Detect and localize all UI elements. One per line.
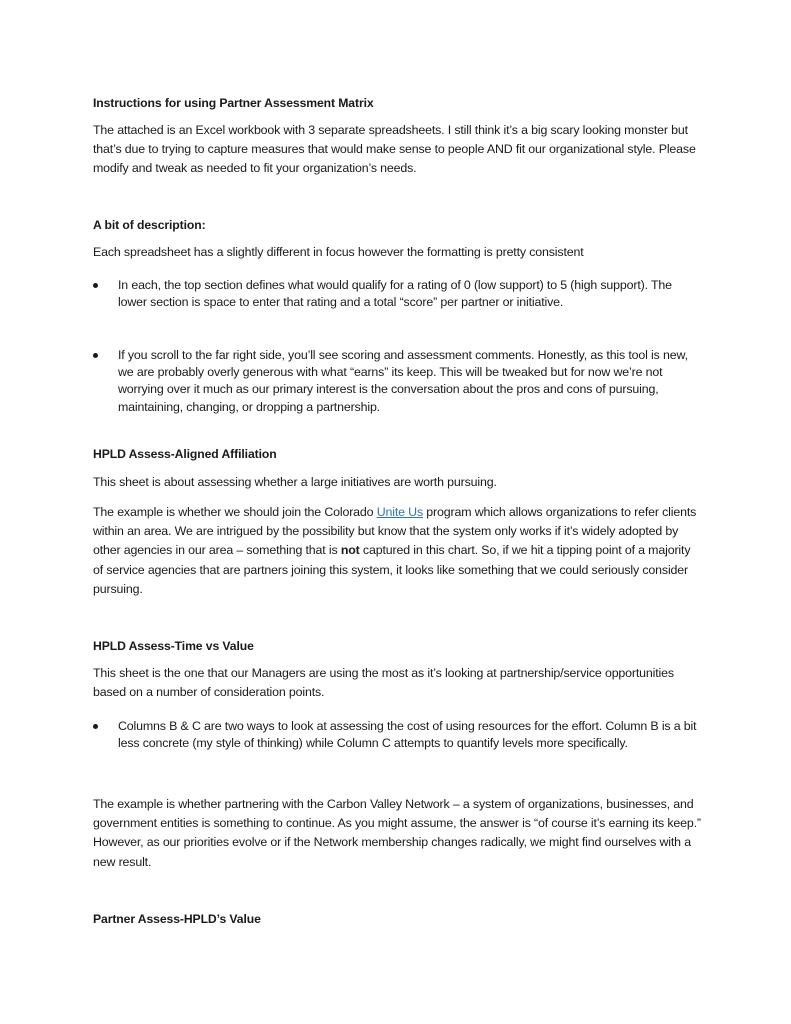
description-heading: A bit of description: — [93, 218, 206, 232]
time-vs-value-bullet-1: Columns B & C are two ways to look at assessing the cost of using resources for the effort. Column B is a bit less concrete (my style of thinking) while Column C attempts to quantify levels more specifically. — [118, 718, 698, 752]
bullet-icon — [93, 283, 98, 288]
bullet-icon — [93, 353, 98, 358]
bullet-icon — [93, 724, 98, 729]
aligned-affiliation-para1: This sheet is about assessing whether a large initiatives are worth pursuing. — [93, 475, 497, 489]
emphasis-not: not — [340, 543, 360, 558]
time-vs-value-para1: This sheet is the one that our Managers are using the most as it’s looking at partnership/service opportunities based on a number of consideration points. — [93, 666, 674, 700]
description-bullet-2: If you scroll to the far right side, you’ll see scoring and assessment comments. Honestly, as this tool is new, we are probably overly generous with what “earns” its keep. This will be tweaked but for now we’re not worrying over it much as our primary interest is the conversation about the pros and cons of pursuing, maintaining, changing, or dropping a partnership. — [118, 347, 698, 416]
aligned-affiliation-para2: The example is whether we should join the Colorado Unite Us program which allows organizations to refer clients within an area. We are intrigued by the possibility but know that the system only works if it’s widely adopted by other agencies in our area – something that is not captured in this chart. So, if we hit a tipping point of a majority of service agencies that are partners joining this system, it looks like something that we could seriously consider pursuing. — [93, 505, 697, 596]
time-vs-value-heading: HPLD Assess-Time vs Value — [93, 639, 254, 653]
intro-paragraph: The attached is an Excel workbook with 3 separate spreadsheets. I still think it’s a big scary looking monster but that’s due to trying to capture measures that would make sense to people AND fit our organizational style. Please modify and tweak as needed to fit your organization’s needs. — [93, 123, 696, 176]
unite-us-link[interactable]: Unite Us — [376, 505, 424, 519]
time-vs-value-para2: The example is whether partnering with the Carbon Valley Network – a system of organizations, businesses, and government entities is something to continue. As you might assume, the answer is “of course it’s earning its keep.” However, as our priorities evolve or if the Network membership changes radically, we might find ourselves with a new result. — [93, 797, 701, 869]
description-bullet-1: In each, the top section defines what would qualify for a rating of 0 (low support) to 5 (high support). The lower section is space to enter that rating and a total “score” per partner or initiative. — [118, 277, 698, 311]
document-title: Instructions for using Partner Assessment Matrix — [93, 96, 374, 110]
hpld-value-heading: Partner Assess-HPLD’s Value — [93, 912, 261, 926]
description-lead: Each spreadsheet has a slightly different in focus however the formatting is pretty consistent — [93, 245, 584, 259]
aligned-affiliation-heading: HPLD Assess-Aligned Affiliation — [93, 447, 277, 461]
